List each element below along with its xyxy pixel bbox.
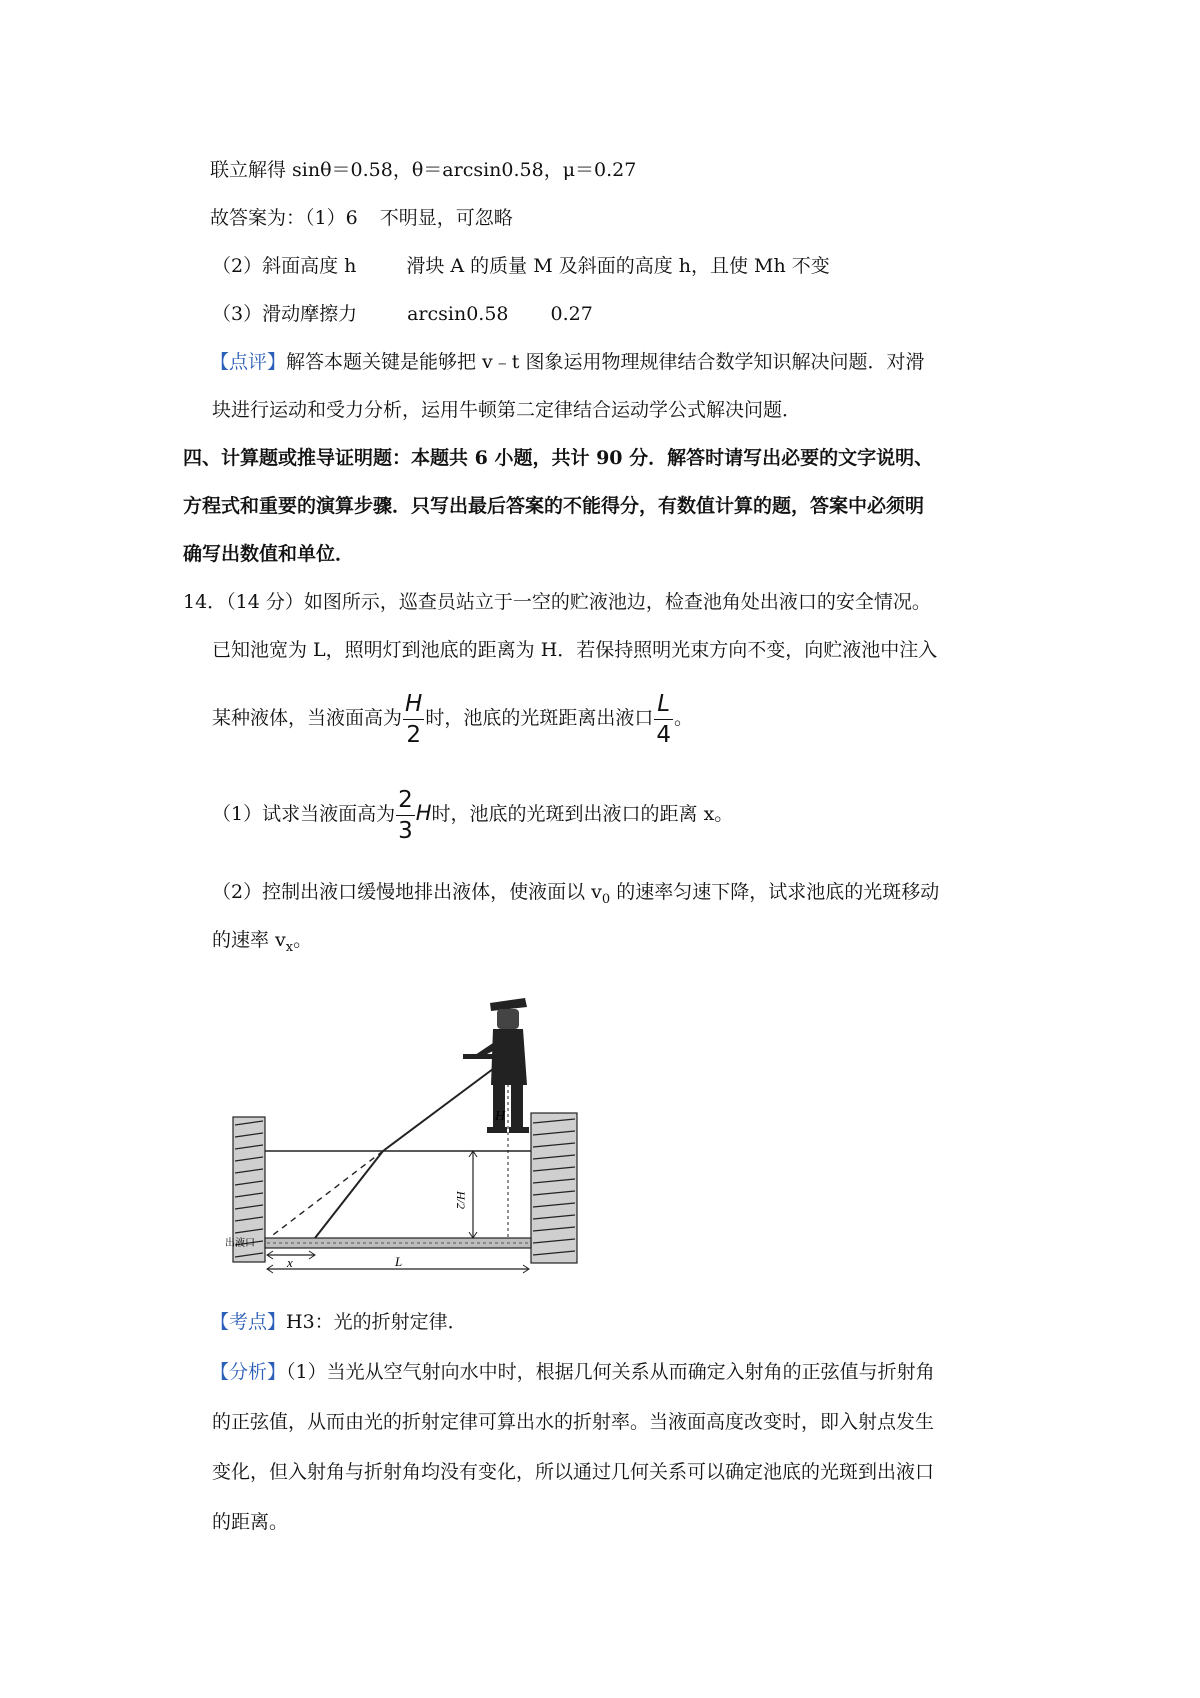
answer-2-part-b: 滑块 A 的质量 M 及斜面的高度 h，且使 Mh 不变 xyxy=(406,255,830,277)
subscript-x: x xyxy=(285,939,294,955)
kaodian-line xyxy=(210,1310,467,1334)
solution-line: 联立解得 sinθ＝0.58，θ＝arcsin0.58，μ＝0.27 xyxy=(210,159,637,181)
fraction-denominator: 2 xyxy=(406,721,421,748)
answer-1-detail: 不明显，可忽略 xyxy=(379,207,513,229)
answer-2-part-a: （2）斜面高度 h xyxy=(212,255,357,277)
question-1 xyxy=(212,778,733,849)
label-outlet: 出液口 xyxy=(225,1238,255,1249)
question-2-line-2-a: 的速率 v xyxy=(212,929,286,951)
problem-14-line-3-b: 时，池底的光斑距离出液口 xyxy=(425,707,654,729)
analysis-line-3: 变化，但入射角与折射角均没有变化，所以通过几何关系可以确定池底的光斑到出液口 xyxy=(212,1461,935,1483)
answer-3-part-b: arcsin0.58 xyxy=(407,303,509,325)
question-2-line-1 xyxy=(212,880,939,912)
fraction-numerator: H xyxy=(403,689,424,720)
answer-line-2 xyxy=(212,254,830,278)
section-heading-line-3: 确写出数值和单位． xyxy=(183,543,355,565)
label-l: L xyxy=(395,1254,403,1269)
comment-line-1 xyxy=(210,350,924,374)
kaodian-tag: 【考点】 xyxy=(210,1311,287,1333)
problem-14-line-3-c: 。 xyxy=(673,707,693,729)
problem-14-line-2: 已知池宽为 L，照明灯到池底的距离为 H．若保持照明光束方向不变，向贮液池中注入 xyxy=(212,639,938,661)
fraction-l-over-4 xyxy=(654,689,673,750)
analysis-line-4: 的距离。 xyxy=(212,1511,289,1533)
label-h: H xyxy=(495,1109,506,1124)
answer-3-part-a: （3）滑动摩擦力 xyxy=(212,303,358,325)
answer-3-part-c: 0.27 xyxy=(550,303,593,325)
pool-inspection-figure xyxy=(225,955,585,1280)
light-beam-refracted xyxy=(315,1151,383,1238)
analysis-text-1: （1）当光从空气射向水中时，根据几何关系从而确定入射角的正弦值与折射角 xyxy=(286,1361,935,1383)
fraction-numerator: 2 xyxy=(396,785,415,816)
fraction-h-over-2 xyxy=(403,689,424,750)
analysis-line-1 xyxy=(210,1360,935,1384)
label-half-h: H/2 xyxy=(454,1191,468,1209)
variable-h: H xyxy=(415,801,432,825)
question-2-line-1-a: （2）控制出液口缓慢地排出液体，使液面以 v xyxy=(212,881,602,903)
fraction-denominator: 4 xyxy=(656,721,671,748)
section-heading-line-2: 方程式和重要的演算步骤．只写出最后答案的不能得分，有数值计算的题，答案中必须明 xyxy=(183,495,925,517)
comment-line-2: 块进行运动和受力分析，运用牛顿第二定律结合运动学公式解决问题． xyxy=(212,399,802,421)
analysis-tag: 【分析】 xyxy=(210,1361,287,1383)
answer-1-prefix: 故答案为：（1）6 xyxy=(210,207,358,229)
section-heading-line-1: 四、计算题或推导证明题：本题共 6 小题，共计 90 分．解答时请写出必要的文字说明、 xyxy=(183,447,934,469)
answer-line-1 xyxy=(210,206,513,230)
comment-text-1: 解答本题关键是能够把 v﹣t 图象运用物理规律结合数学知识解决问题．对滑 xyxy=(286,351,925,373)
light-beam-incident xyxy=(383,1060,505,1151)
pool-floor xyxy=(265,1238,531,1248)
problem-14-line-3 xyxy=(212,683,693,753)
answer-line-3 xyxy=(212,302,593,326)
subscript-zero: 0 xyxy=(601,891,611,907)
question-1-a: （1）试求当液面高为 xyxy=(212,803,396,825)
fraction-numerator: L xyxy=(654,689,673,720)
fraction-denominator: 3 xyxy=(398,817,413,844)
problem-14-line-1: 14．（14 分）如图所示，巡查员站立于一空的贮液池边，检查池角处出液口的安全情况。 xyxy=(183,591,931,613)
question-2-line-2-b: 。 xyxy=(293,929,313,951)
kaodian-text: H3：光的折射定律． xyxy=(286,1311,467,1333)
comment-tag: 【点评】 xyxy=(210,351,287,373)
question-2-line-1-b: 的速率匀速下降，试求池底的光斑移动 xyxy=(610,881,940,903)
label-x: x xyxy=(287,1255,293,1270)
question-1-b: 时，池底的光斑到出液口的距离 x。 xyxy=(431,803,734,825)
fraction-two-thirds xyxy=(396,785,415,846)
problem-14-line-3-a: 某种液体，当液面高为 xyxy=(212,707,403,729)
analysis-line-2: 的正弦值，从而由光的折射定律可算出水的折射率。当液面高度改变时，即入射点发生 xyxy=(212,1411,935,1433)
right-wall xyxy=(531,1113,577,1263)
